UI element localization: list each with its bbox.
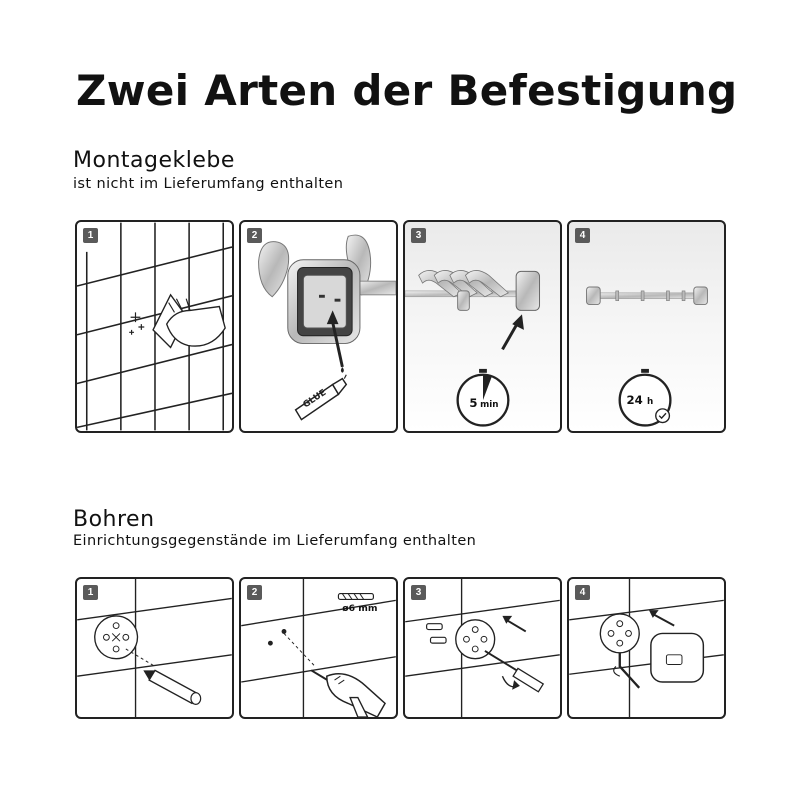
glue-label: GLUE [301,387,329,411]
apply-glue-illustration [241,222,396,431]
adhesive-heading: Montageklebe [73,148,235,173]
drilling-step-3-panel [403,577,562,719]
check-icon [656,409,670,423]
drilling-subheading: Einrichtungsgegenstände im Lieferumfang enthalten [73,533,477,549]
drill-holes-illustration [241,579,396,717]
pencil-icon [143,670,200,704]
mark-holes-illustration [77,579,232,717]
page-title: Zwei Arten der Befestigung [76,66,738,115]
timer-icon [458,369,509,426]
wall-plug-icon [427,624,446,643]
drill-icon [311,670,385,717]
timer-unit: h [646,397,654,407]
step-number-badge: 1 [83,228,98,243]
glue-tube-icon [296,367,347,420]
mount-cover-illustration [569,579,724,717]
timer-value: 5 [469,395,478,410]
timer-value: 24 [626,393,643,407]
step-number-badge: 2 [247,585,262,600]
adhesive-step-4-panel [567,220,726,433]
adhesive-subheading: ist nicht im Lieferumfang enthalten [73,176,344,192]
timer-unit: min [480,399,499,410]
adhesive-step-2-panel [239,220,398,433]
step-number-badge: 1 [83,585,98,600]
timer-icon [620,369,671,426]
drill-bit-icon [338,594,373,600]
adhesive-step-1-panel [75,220,234,433]
clean-wall-illustration [77,222,232,431]
step-number-badge: 4 [575,228,590,243]
hook-rail-illustration [569,222,724,431]
drill-size-label: ø6 mm [342,603,378,615]
sparkle-icon [129,312,144,334]
drilling-step-1-panel [75,577,234,719]
hex-key-icon [614,653,640,688]
screw-plate-illustration [405,579,560,717]
step-number-badge: 3 [411,228,426,243]
step-number-badge: 4 [575,585,590,600]
step-number-badge: 2 [247,228,262,243]
drilling-step-2-panel [239,577,398,719]
press-hook-illustration [405,222,560,431]
step-number-badge: 3 [411,585,426,600]
drilling-heading: Bohren [73,507,155,532]
adhesive-step-3-panel [403,220,562,433]
drilling-step-4-panel [567,577,726,719]
